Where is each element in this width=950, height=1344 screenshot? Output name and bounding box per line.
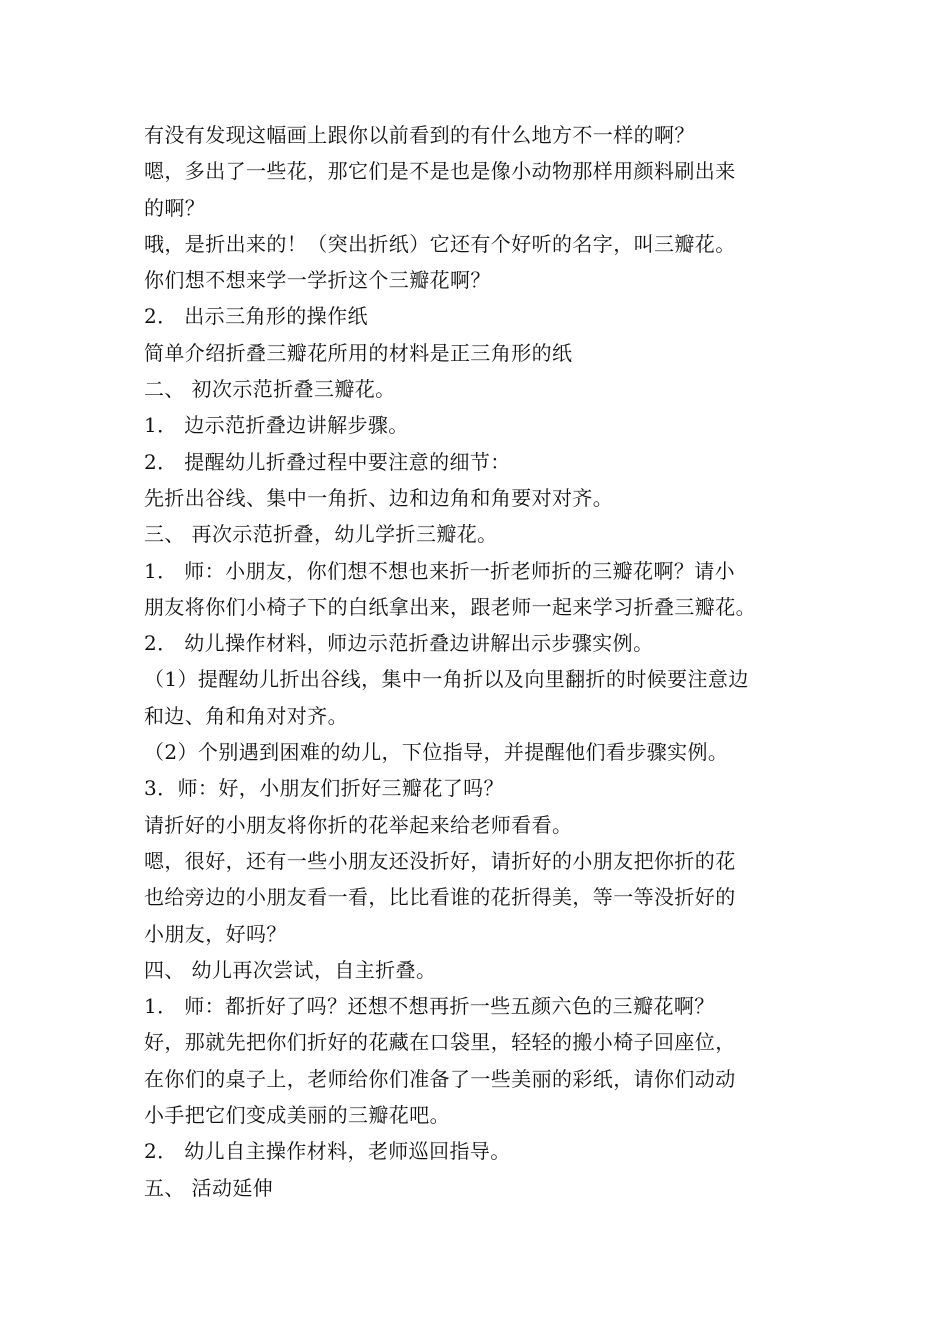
numbered-item: 2． 幼儿自主操作材料，老师巡回指导。 (144, 1139, 511, 1164)
numbered-item: 2． 出示三角形的操作纸 (144, 304, 368, 329)
sub-item: （1）提醒幼儿折出谷线，集中一角折以及向里翻折的时候要注意边 (144, 667, 749, 692)
section-heading: 三、 再次示范折叠，幼儿学折三瓣花。 (144, 522, 498, 547)
text-line: 简单介绍折叠三瓣花所用的材料是正三角形的纸 (144, 340, 573, 365)
numbered-item: 1． 师：都折好了吗？还想不想再折一些五颜六色的三瓣花啊？ (144, 994, 715, 1019)
numbered-item: 2． 提醒幼儿折叠过程中要注意的细节： (144, 449, 511, 474)
numbered-item: 1． 师：小朋友，你们想不想也来折一折老师折的三瓣花啊？请小 (144, 558, 736, 583)
text-line: 先折出谷线、集中一角折、边和边角和角要对对齐。 (144, 485, 614, 510)
text-line: 小手把它们变成美丽的三瓣花吧。 (144, 1103, 450, 1128)
text-line: 小朋友，好吗？ (144, 921, 287, 946)
text-line: 哦，是折出来的！（突出折纸）它还有个好听的名字，叫三瓣花。 (144, 231, 736, 256)
text-line: 也给旁边的小朋友看一看，比比看谁的花折得美，等一等没折好的 (144, 885, 736, 910)
sub-item: （2）个别遇到困难的幼儿，下位指导，并提醒他们看步骤实例。 (144, 740, 729, 765)
text-line: 请折好的小朋友将你折的花举起来给老师看看。 (144, 812, 573, 837)
numbered-item: 2． 幼儿操作材料，师边示范折叠边讲解出示步骤实例。 (144, 631, 654, 656)
section-heading: 二、 初次示范折叠三瓣花。 (144, 377, 396, 402)
text-line: 朋友将你们小椅子下的白纸拿出来，跟老师一起来学习折叠三瓣花。 (144, 594, 756, 619)
numbered-item: 3．师：好，小朋友们折好三瓣花了吗？ (144, 776, 504, 801)
section-heading: 五、 活动延伸 (144, 1175, 274, 1200)
text-line: 在你们的桌子上，老师给你们准备了一些美丽的彩纸，请你们动动 (144, 1066, 736, 1091)
text-line: 好，那就先把你们折好的花藏在口袋里，轻轻的搬小椅子回座位， (144, 1030, 736, 1055)
text-line: 你们想不想来学一学折这个三瓣花啊？ (144, 268, 491, 293)
numbered-item: 1． 边示范折叠边讲解步骤。 (144, 413, 409, 438)
section-heading: 四、 幼儿再次尝试，自主折叠。 (144, 957, 437, 982)
text-line: 和边、角和角对对齐。 (144, 703, 348, 728)
document-body (144, 117, 814, 1206)
text-line: 嗯，很好，还有一些小朋友还没折好，请折好的小朋友把你折的花 (144, 848, 736, 873)
text-line: 有没有发现这幅画上跟你以前看到的有什么地方不一样的啊？ (144, 123, 695, 147)
text-line: 的啊？ (144, 195, 206, 220)
text-line: 嗯，多出了一些花，那它们是不是也是像小动物那样用颜料刷出来 (144, 159, 736, 184)
